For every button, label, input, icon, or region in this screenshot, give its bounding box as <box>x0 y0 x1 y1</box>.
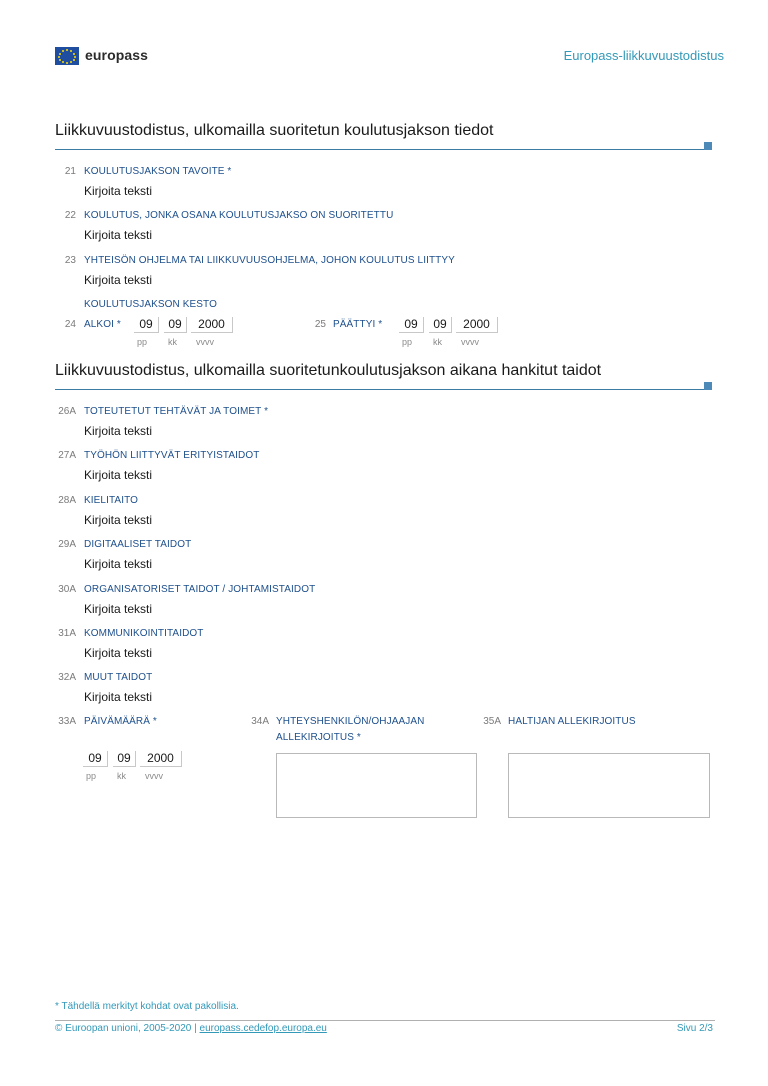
holder-signature-label: HALTIJAN ALLEKIRJOITUS <box>508 716 636 727</box>
year-hint: vvvv <box>196 337 214 347</box>
field-number: 31A <box>58 628 76 639</box>
end-date-label: PÄÄTTYI * <box>333 319 383 330</box>
field-value-programme[interactable]: Kirjoita teksti <box>84 273 153 287</box>
month-hint: kk <box>433 337 442 347</box>
footer-divider <box>55 1020 715 1021</box>
document-title: Europass-liikkuvuustodistus <box>563 48 724 63</box>
field-number: 34A <box>251 716 269 727</box>
field-value-job-skills[interactable]: Kirjoita teksti <box>84 468 153 482</box>
field-number: 35A <box>483 716 501 727</box>
day-hint: pp <box>86 771 97 781</box>
page-number: Sivu 2/3 <box>676 1023 713 1034</box>
field-label-education: KOULUTUS, JONKA OSANA KOULUTUSJAKSO ON SUORITETTU <box>84 210 394 221</box>
end-year-field[interactable]: 2000 <box>456 317 498 333</box>
field-number: 27A <box>58 450 76 461</box>
field-number: 21 <box>64 166 76 177</box>
start-date-label: ALKOI * <box>84 319 121 330</box>
holder-signature-box[interactable] <box>508 753 710 818</box>
field-value-tasks[interactable]: Kirjoita teksti <box>84 424 153 438</box>
field-number: 32A <box>58 672 76 683</box>
field-number: 22 <box>64 210 76 221</box>
month-hint: kk <box>168 337 177 347</box>
end-day-field[interactable]: 09 <box>399 317 424 333</box>
section1-title: Liikkuvuustodistus, ulkomailla suoritetun koulutusjakson tiedot <box>55 122 494 139</box>
sign-day-field[interactable]: 09 <box>83 751 108 767</box>
field-number: 26A <box>58 406 76 417</box>
section2-marker <box>704 382 712 390</box>
end-month-field[interactable]: 09 <box>429 317 452 333</box>
field-number: 23 <box>64 255 76 266</box>
field-value-education[interactable]: Kirjoita teksti <box>84 228 153 242</box>
field-value-digital[interactable]: Kirjoita teksti <box>84 557 153 571</box>
duration-label: KOULUTUSJAKSON KESTO <box>84 299 217 310</box>
field-label-organisational: ORGANISATORISET TAIDOT / JOHTAMISTAIDOT <box>84 584 316 595</box>
field-number: 24 <box>64 319 76 330</box>
month-hint: kk <box>117 771 126 781</box>
field-value-language[interactable]: Kirjoita teksti <box>84 513 153 527</box>
europass-website-link[interactable]: europass.cedefop.europa.eu <box>199 1023 327 1034</box>
start-year-field[interactable]: 2000 <box>191 317 233 333</box>
field-label-digital: DIGITAALISET TAIDOT <box>84 539 192 550</box>
section2-title: Liikkuvuustodistus, ulkomailla suoritetunkoulutusjakson aikana hankitut taidot <box>55 362 602 379</box>
copyright-text: © Euroopan unioni, 2005-2020 <box>55 1023 192 1034</box>
field-label-communication: KOMMUNIKOINTITAIDOT <box>84 628 204 639</box>
field-label-job-skills: TYÖHÖN LIITTYVÄT ERITYISTAIDOT <box>84 450 260 461</box>
section1-marker <box>704 142 712 150</box>
date-label: PÄIVÄMÄÄRÄ * <box>84 716 157 727</box>
field-value-organisational[interactable]: Kirjoita teksti <box>84 602 153 616</box>
sign-month-field[interactable]: 09 <box>113 751 136 767</box>
start-day-field[interactable]: 09 <box>134 317 159 333</box>
field-label-programme: YHTEISÖN OHJELMA TAI LIIKKUVUUSOHJELMA, JOHON KOULUTUS LIITTYY <box>84 255 455 266</box>
year-hint: vvvv <box>145 771 163 781</box>
contact-signature-label-line2: ALLEKIRJOITUS * <box>276 732 361 743</box>
field-number: 25 <box>314 319 326 330</box>
day-hint: pp <box>402 337 413 347</box>
field-number: 33A <box>58 716 76 727</box>
day-hint: pp <box>137 337 148 347</box>
start-month-field[interactable]: 09 <box>164 317 187 333</box>
field-number: 28A <box>58 495 76 506</box>
contact-signature-label: YHTEYSHENKILÖN/OHJAAJAN <box>276 716 425 727</box>
field-value-other[interactable]: Kirjoita teksti <box>84 690 153 704</box>
field-value-communication[interactable]: Kirjoita teksti <box>84 646 153 660</box>
europass-logo-text: europass <box>85 47 149 63</box>
contact-signature-box[interactable] <box>276 753 477 818</box>
section1-divider <box>55 149 707 150</box>
eu-flag-icon <box>55 47 79 65</box>
field-number: 30A <box>58 584 76 595</box>
field-label-language: KIELITAITO <box>84 495 138 506</box>
field-label-tasks: TOTEUTETUT TEHTÄVÄT JA TOIMET * <box>84 406 269 417</box>
footer-copyright-line <box>55 1023 327 1034</box>
mandatory-note: * Tähdellä merkityt kohdat ovat pakollisia. <box>55 1001 239 1012</box>
year-hint: vvvv <box>461 337 479 347</box>
footer-separator: | <box>194 1023 197 1034</box>
field-number: 29A <box>58 539 76 550</box>
sign-year-field[interactable]: 2000 <box>140 751 182 767</box>
field-label-goal: KOULUTUSJAKSON TAVOITE * <box>84 166 232 177</box>
field-value-goal[interactable]: Kirjoita teksti <box>84 184 153 198</box>
section2-divider <box>55 389 707 390</box>
field-label-other: MUUT TAIDOT <box>84 672 153 683</box>
